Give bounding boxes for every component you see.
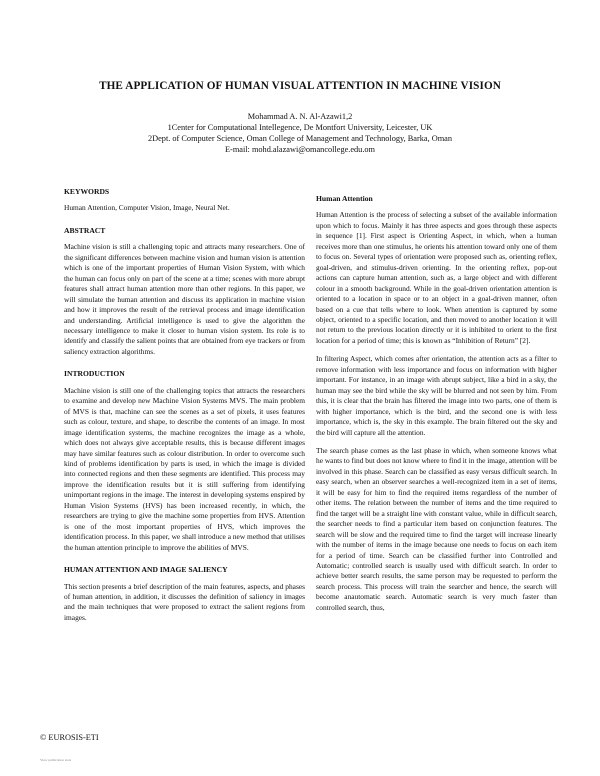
saliency-text: This section presents a brief description of the main features, aspects, and phases of human attention, in addition, it discusses the definition of saliency in images and the main techniques that were proposed to extract the salient regions from images. [64,581,305,622]
keywords-text: Human Attention, Computer Vision, Image, Neural Net. [64,203,230,213]
right-column [316,194,557,621]
copyright-footer: © EUROSIS-ETI [40,733,99,742]
left-column [64,187,305,631]
author-block [40,111,560,155]
affiliation-2: 2Dept. of Computer Science, Oman College of Management and Technology, Barka, Oman [147,134,452,143]
author-name: Mohammad A. N. Al-Azawi1,2 [247,112,353,121]
abstract-text: Machine vision is still a challenging topic and attracts many researchers. One of the significant differences between machine vision and human vision is attention which is one of the important properties of Human Vision System, with which the human can focus only on part of the scene at a time; scenes with more abrupt features shall attract human attention more than other regions. In this paper, we will simulate the human attention and discuss its application in machine vision and how it improves the result of the retrieval process and image identification and understanding. Artificial intelligence is used to give the algorithm the necessary intelligence to make it closer to human vision system. Its role is to identify and classify the salient points that are obtained from eye trackers or from saliency extraction algorithms. [64,242,305,356]
paper-title: THE APPLICATION OF HUMAN VISUAL ATTENTION IN MACHINE VISION [99,80,501,92]
abstract-heading: ABSTRACT [64,225,106,235]
human-attention-p2: In filtering Aspect, which comes after orientation, the attention acts as a filter to remove information with less importance and focus on information with higher important. For instance, in an image with abrupt subject, like a bird in a sky, the human may see the bird while the sky will be blurred and not seen by him. From this, it is clear that the brain has filtered the image into two parts, one of them is with higher importance, which is the bird, and the second one is with less importance, which is, the sky in this example. The brain filtered out the sky and the bird will capture all the attention. [316,354,557,437]
introduction-heading: INTRODUCTION [64,369,125,379]
affiliation-1: 1Center for Computational Intellegence, De Montfort University, Leicester, UK [167,123,433,132]
author-email: E-mail: mohd.alazawi@omancollege.edu.om [224,145,376,154]
view-publication-stats: View publication stats [40,758,72,762]
introduction-text: Machine vision is still one of the challenging topics that attracts the researchers to examine and develop new Machine Vision Systems MVS. The main problem of MVS is that, machine can see the scenes as a set of pixels, it uses features such as colour, texture, and shape, to describe the contents of an image. In most image identification systems, the machine recognizes the image as a whole, which does not always give acceptable results, this is because different images may have similar features such as colour distribution. In order to overcome such kind of problems identification by parts is used, in which the image is divided into connected regions and then these segments are identified. This process may improve the identification results but it is still suffering from identifying unimportant regions in the image. The interest in developing systems enspired by Human Vision Systems (HVS) has been increased recently, in which, the researchers are trying to give the machine some properties from HVS. Attention is one of the most important properties of HVS, which improves the identification process. In this paper, we shall introduce a new method that utilises the human attention principle to improve the abilities of MVS. [64,385,305,552]
saliency-heading: HUMAN ATTENTION AND IMAGE SALIENCY [64,565,228,575]
human-attention-p1: Human Attention is the process of selecting a subset of the available information upon which to focus. Mainly it has three aspects and goes through these aspects in sequence [1]. First aspect is Orienting Aspect, in which, when a human receives more than one stimulus, he orients his attention toward only one of them to focus on. Several types of orientation were proposed such as, orienting reflex, goal-driven, and stimulus-driven orienting. In the orienting reflex, pop-out actions can capture human attention, such as, a large object and with different colour in a smooth background. While in the goal-driven orientation attention is oriented to a location in space or to an object in a goal-driven manner, often based on a cue that tells where to look. When attention is captured by some object, oriented to a specific location, and then moved to another location it will not return to the previous location directly or it is inhibited to orient to the first location for a period of time; this is known as “Inhibition of Return” [2]. [316,210,557,345]
keywords-heading: KEYWORDS [64,187,110,196]
human-attention-p3: The search phase comes as the last phase in which, when someone knows what he wants to find but does not know where to find it in the image, attention will be involved in this phase. Search can be classified as easy versus difficult search. In easy search, when an observer searches a well-recognized item in a set of items, it will be easy for him to find the required items regardless of the number of other items. The relation between the number of items and the time required to find the target will be a straight line with constant value, while in difficult search, the searcher needs to find a particular item based on conjunction features. The search will be slow and the required time to find the target will increase linearly with the number of items in the image because one needs to focus on each item for a period of time. Search can be classified further into Controlled and Automatic; controlled search is usually used with difficult search. In order to achieve better search results, the same person may be requested to perform the search process. This process will train the searcher and hence, the search will become anautomatic search. Automatic search is very much faster than controlled search, thus, [316,445,557,612]
human-attention-heading: Human Attention [316,194,373,203]
